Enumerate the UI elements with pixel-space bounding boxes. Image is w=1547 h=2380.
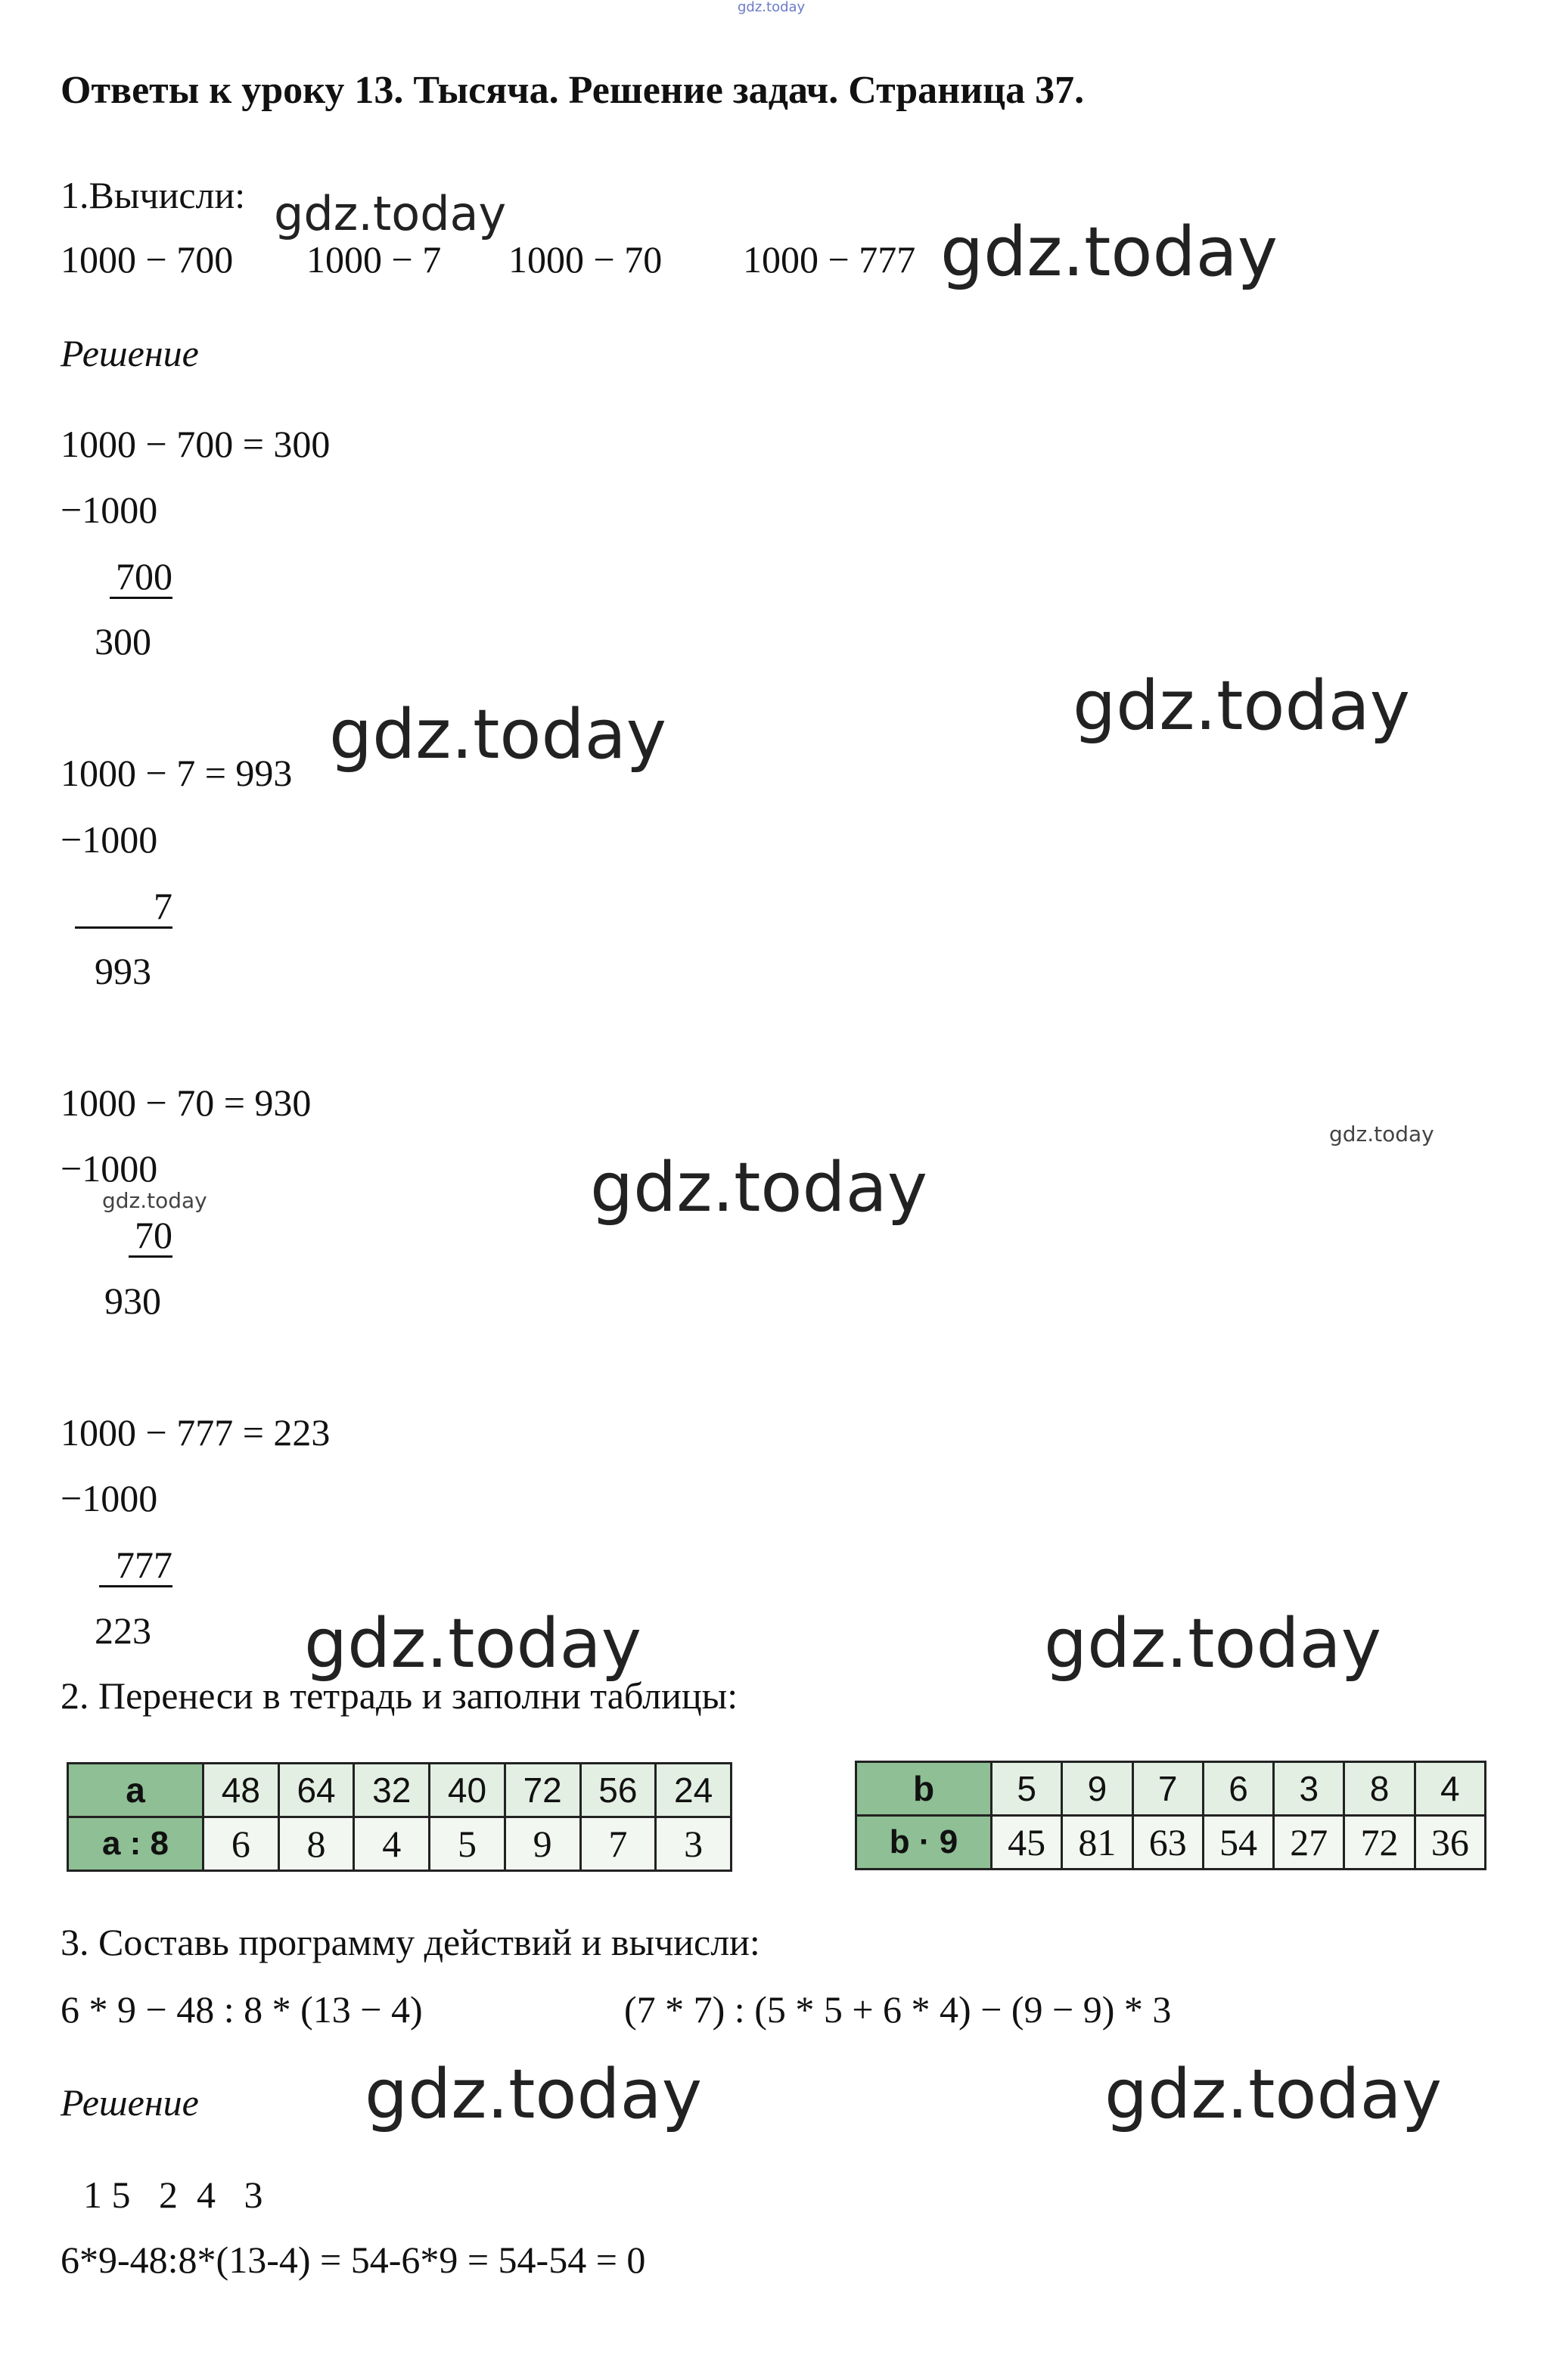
task1-heading: 1.Вычисли:: [61, 174, 246, 216]
table-a-cell: 5: [430, 1817, 505, 1871]
task1-expression-2: 1000 − 7: [306, 238, 442, 281]
watermark-text: gdz.today: [102, 1188, 207, 1213]
table-a-cell: 48: [203, 1764, 279, 1817]
table-a-cell: 72: [505, 1764, 580, 1817]
table-b-row1-label: b: [856, 1762, 992, 1816]
watermark-text: gdz.today: [274, 186, 507, 241]
table-a-cell: 4: [354, 1817, 430, 1871]
block3-equation: 1000 − 70 = 930: [61, 1081, 312, 1124]
table-b-cell: 45: [992, 1816, 1062, 1870]
table-b: [855, 1761, 1486, 1870]
table-b-cell: 8: [1344, 1762, 1415, 1816]
task1-expression-4: 1000 − 777: [743, 238, 916, 281]
watermark-text: gdz.today: [1044, 1604, 1382, 1683]
table-a-row1-label: a: [68, 1764, 203, 1817]
table-b-cell: 6: [1203, 1762, 1273, 1816]
block1-minuend: −1000: [61, 489, 158, 531]
table-b-cell: 36: [1415, 1816, 1485, 1870]
table-b-cell: 3: [1274, 1762, 1344, 1816]
table-b-cell: 72: [1344, 1816, 1415, 1870]
block2-result: 993: [95, 950, 151, 992]
task3-expression-2: (7 * 7) : (5 * 5 + 6 * 4) − (9 − 9) * 3: [624, 1988, 1172, 2031]
block2-subtrahend: 7: [74, 883, 172, 929]
table-a-cell: 7: [580, 1817, 656, 1871]
block1-subtrahend: 700: [91, 554, 172, 599]
watermark-text: gdz.today: [590, 1148, 928, 1227]
task3-heading: 3. Составь программу действий и вычисли:: [61, 1921, 760, 1963]
page-title: Ответы к уроку 13. Тысяча. Решение задач. Страница 37.: [61, 69, 1085, 112]
task3-solution-label: Решение: [61, 2081, 199, 2124]
block3-subtrahend: 70: [91, 1212, 172, 1258]
block4-subtrahend: 777: [83, 1542, 172, 1587]
block2-equation: 1000 − 7 = 993: [61, 752, 293, 794]
table-b-cell: 63: [1132, 1816, 1203, 1870]
table-a-cell: 6: [203, 1817, 279, 1871]
task2-heading: 2. Перенеси в тетрадь и заполни таблицы:: [61, 1674, 738, 1717]
block4-equation: 1000 − 777 = 223: [61, 1411, 331, 1454]
table-a-cell: 56: [580, 1764, 656, 1817]
table-a-cell: 24: [656, 1764, 732, 1817]
table-a-cell: 64: [278, 1764, 354, 1817]
watermark-text: gdz.today: [1073, 666, 1411, 746]
watermark-text: gdz.today: [1104, 2055, 1443, 2134]
table-a: [67, 1762, 732, 1872]
watermark-text: gdz.today: [329, 695, 667, 774]
table-a-cell: 40: [430, 1764, 505, 1817]
block4-result: 223: [95, 1609, 151, 1652]
table-b-cell: 54: [1203, 1816, 1273, 1870]
table-b-row2-label: b · 9: [856, 1816, 992, 1870]
task1-expression-3: 1000 − 70: [508, 238, 663, 281]
table-a-cell: 3: [656, 1817, 732, 1871]
table-b-cell: 27: [1274, 1816, 1344, 1870]
watermark-text: gdz.today: [1329, 1122, 1434, 1147]
task3-answer: 6*9-48:8*(13-4) = 54-6*9 = 54-54 = 0: [61, 2239, 646, 2281]
task1-solution-label: Решение: [61, 332, 199, 374]
watermark-text: gdz.today: [365, 2055, 703, 2134]
watermark-top: gdz.today: [738, 0, 806, 15]
watermark-text: gdz.today: [304, 1604, 642, 1683]
block1-equation: 1000 − 700 = 300: [61, 423, 331, 465]
block4-minuend: −1000: [61, 1477, 158, 1519]
table-a-cell: 9: [505, 1817, 580, 1871]
table-b-cell: 4: [1415, 1762, 1485, 1816]
table-b-cell: 81: [1062, 1816, 1132, 1870]
block2-minuend: −1000: [61, 818, 158, 861]
table-b-cell: 5: [992, 1762, 1062, 1816]
table-a-cell: 8: [278, 1817, 354, 1871]
block3-result: 930: [104, 1280, 161, 1322]
watermark-text: gdz.today: [940, 213, 1278, 292]
table-a-cell: 32: [354, 1764, 430, 1817]
table-b-cell: 9: [1062, 1762, 1132, 1816]
task1-expression-1: 1000 − 700: [61, 238, 234, 281]
block3-minuend: −1000: [61, 1147, 158, 1190]
task3-expression-1: 6 * 9 − 48 : 8 * (13 − 4): [61, 1988, 423, 2031]
table-b-cell: 7: [1132, 1762, 1203, 1816]
block1-result: 300: [95, 620, 151, 662]
task3-action-order: 1 5 2 4 3: [83, 2174, 263, 2216]
table-a-row2-label: a : 8: [68, 1817, 203, 1871]
